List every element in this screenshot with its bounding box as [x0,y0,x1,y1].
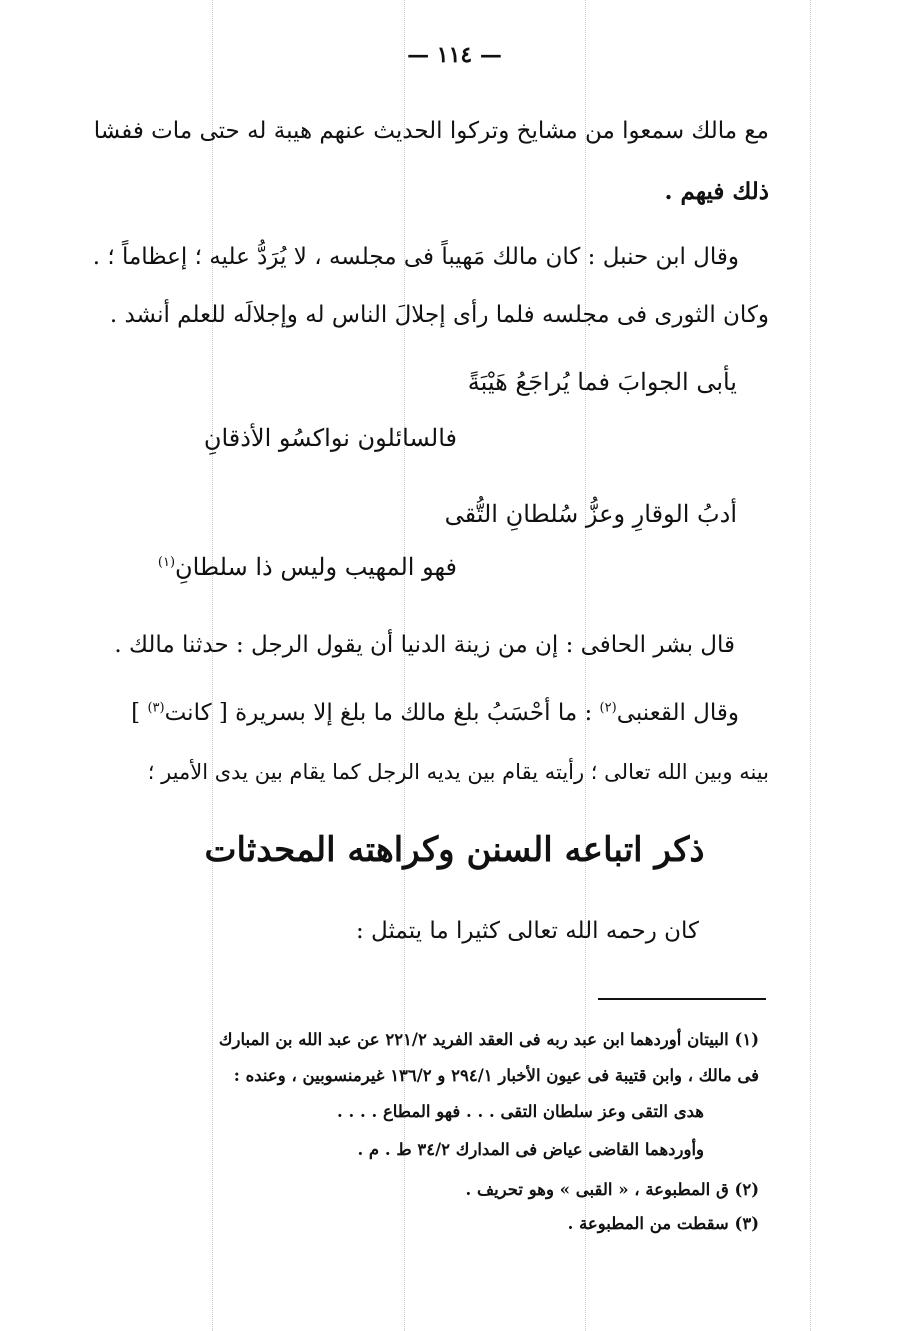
poem-verse [158,553,457,581]
body-text: : ما أحْسَبُ بلغ مالك ما بلغ إلا بسريرة [ كانت [164,700,600,726]
body-line: وقال ابن حنبل : كان مالك مَهيباً فى مجلسه ، لا يُرَدُّ عليه ؛ إعظاماً ؛ . [92,244,739,270]
page-number: — ١١٤ — [407,42,502,68]
footnote: فى مالك ، وابن قتيبة فى عيون الأخبار ٢٩٤/١ و ١٣٦/٢ غيرمنسوبين ، وعنده : [233,1066,759,1085]
body-line: كان رحمه الله تعالى كثيرا ما يتمثل : [356,918,699,944]
body-line: وكان الثورى فى مجلسه فلما رأى إجلالَ الناس له وإجلالَه للعلم أنشد . [109,302,769,328]
footnote: (٢) ق المطبوعة ، « القبى » وهو تحريف . [465,1180,759,1199]
section-heading: ذكر اتباعه السنن وكراهته المحدثات [204,830,705,870]
body-line: بينه وبين الله تعالى ؛ رأيته يقام بين يديه الرجل كما يقام بين يدى الأمير ؛ [147,760,769,784]
poem-verse: أدبُ الوقارِ وعزُّ سُلطانِ التُّقى [444,500,737,528]
body-line: مع مالك سمعوا من مشايخ وتركوا الحديث عنهم هيبة له حتى مات ففشا [93,118,769,144]
footnote: (٣) سقطت من المطبوعة . [567,1214,759,1233]
body-line: ذلك فيهم . [664,178,769,205]
footnote: هدى التقى وعز سلطان التقى . . . فهو المطاع . . . . [336,1102,704,1121]
body-text: وقال القعنبى [616,700,739,726]
body-line [100,700,739,728]
poem-verse: يأبى الجوابَ فما يُراجَعُ هَيْبَةً [467,368,737,396]
footnote: (١) البيتان أوردهما ابن عبد ربه فى العقد الفريد ٢٢١/٢ عن عبد الله بن المبارك [218,1030,759,1049]
footnote-separator [598,998,766,1000]
body-text: ] [131,700,148,726]
footnote-ref: (٢) [599,700,617,716]
body-line: قال بشر الحافى : إن من زينة الدنيا أن يقول الرجل : حدثنا مالك . [114,632,735,658]
footnote-ref: (١) [157,555,176,570]
footnote: وأوردهما القاضى عياض فى المدارك ٣٤/٢ ط . م . [357,1140,704,1159]
footnote-ref: (٣) [147,700,165,716]
poem-verse: فالسائلون نواكسُو الأذقانِ [203,424,457,452]
poem-verse-text: فهو المهيب وليس ذا سلطانِ [175,553,457,581]
